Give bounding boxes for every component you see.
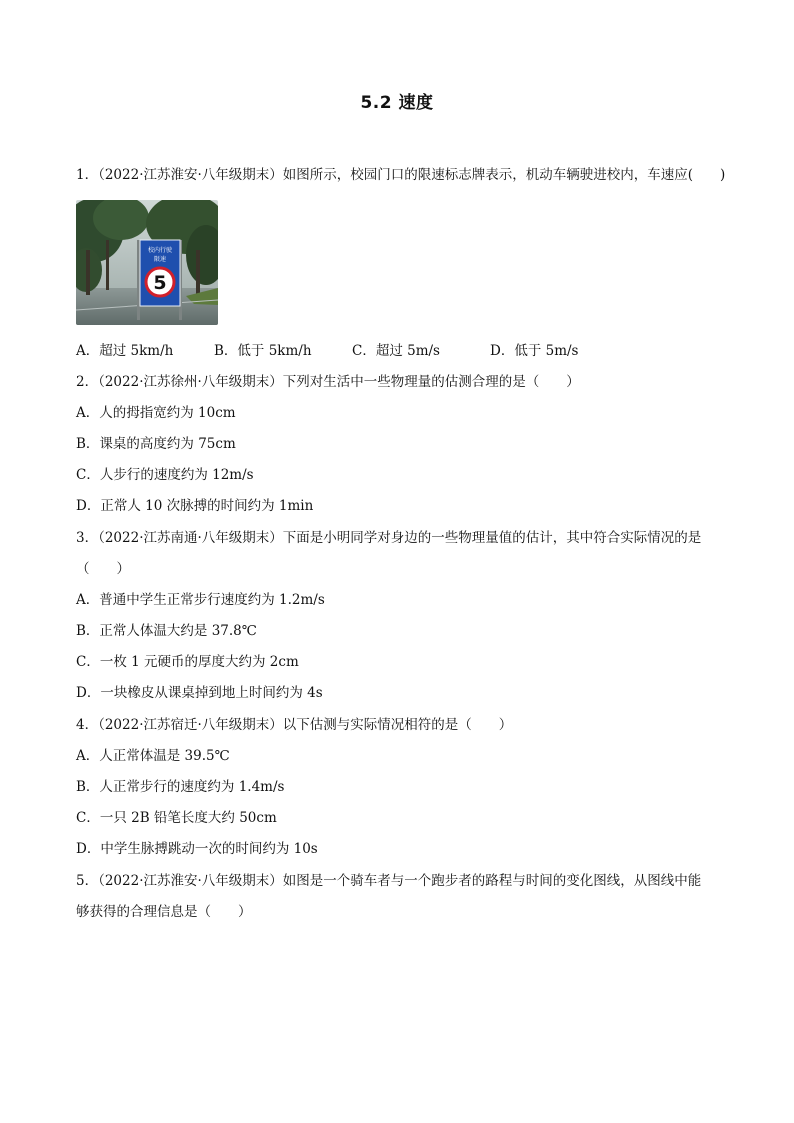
question-3-stem-line-1: 3．（2022·江苏南通·八年级期末）下面是小明同学对身边的一些物理量值的估计，其中符合实际情况的是	[76, 530, 702, 546]
page-title: 5.2 速度	[360, 93, 434, 113]
question-3-option-c[interactable]: C．一枚 1 元硬币的厚度大约为 2cm	[76, 654, 299, 670]
question-4-stem: 4．（2022·江苏宿迁·八年级期末）以下估测与实际情况相符的是（ ）	[76, 717, 513, 733]
question-5-stem-line-2: 够获得的合理信息是（ ）	[76, 904, 252, 920]
sign-text-1: 校内行驶	[147, 247, 173, 254]
question-3-stem-line-2: （ ）	[76, 561, 130, 577]
question-5-stem-line-1: 5．（2022·江苏淮安·八年级期末）如图是一个骑车者与一个跑步者的路程与时间的变化图线，从图线中能	[76, 873, 702, 889]
sign-number: 5	[153, 272, 167, 294]
speed-limit-sign-photo	[76, 200, 218, 325]
question-1-stem: 1．（2022·江苏淮安·八年级期末）如图所示，校园门口的限速标志牌表示，机动车辆驶进校内，车速应( )	[76, 167, 726, 183]
question-1-option-a[interactable]: A．超过 5km/h	[76, 343, 174, 359]
question-1-options	[76, 342, 578, 360]
question-2-option-a[interactable]: A．人的拇指宽约为 10cm	[76, 405, 236, 421]
question-4-option-a[interactable]: A．人正常体温是 39.5℃	[76, 748, 230, 764]
question-2-option-d[interactable]: D．正常人 10 次脉搏的时间约为 1min	[76, 498, 314, 514]
question-3-option-b[interactable]: B．正常人体温大约是 37.8℃	[76, 623, 257, 639]
question-2-option-b[interactable]: B．课桌的高度约为 75cm	[76, 436, 236, 452]
question-4-option-c[interactable]: C．一只 2B 铅笔长度大约 50cm	[76, 810, 277, 826]
question-3-option-a[interactable]: A．普通中学生正常步行速度约为 1.2m/s	[76, 592, 325, 608]
question-1-option-b[interactable]: B．低于 5km/h	[214, 343, 312, 359]
question-2-option-c[interactable]: C．人步行的速度约为 12m/s	[76, 467, 254, 483]
question-1-option-d[interactable]: D．低于 5m/s	[490, 343, 579, 359]
sign-text-2: 限速	[153, 256, 167, 263]
question-4-option-b[interactable]: B．人正常步行的速度约为 1.4m/s	[76, 779, 285, 795]
question-1-option-c[interactable]: C．超过 5m/s	[352, 343, 440, 359]
question-3-option-d[interactable]: D．一块橡皮从课桌掉到地上时间约为 4s	[76, 685, 323, 701]
question-4-option-d[interactable]: D．中学生脉搏跳动一次的时间约为 10s	[76, 841, 318, 857]
question-2-stem: 2．（2022·江苏徐州·八年级期末）下列对生活中一些物理量的估测合理的是（ ）	[76, 374, 580, 390]
